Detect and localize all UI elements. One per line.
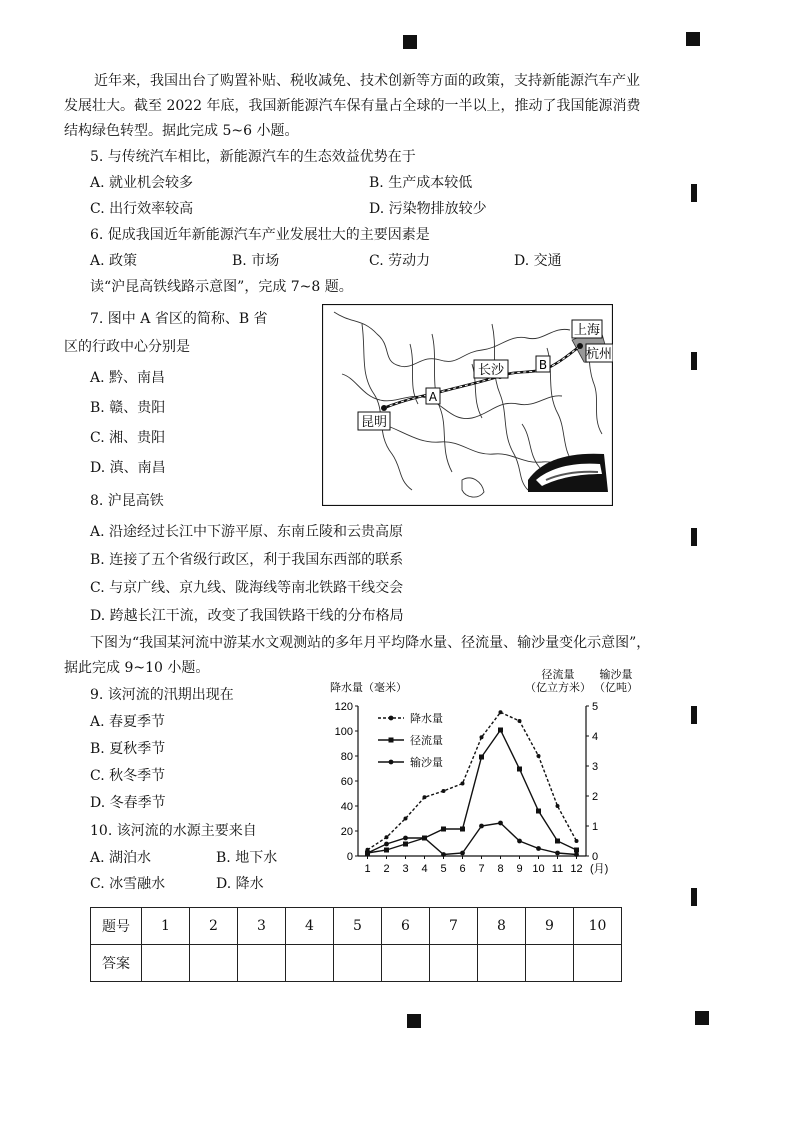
question-10-option-c: C. 冰雪融水 xyxy=(90,876,166,892)
right-axis-label: （亿立方米） xyxy=(525,682,591,694)
data-point xyxy=(365,851,370,856)
answer-cell[interactable] xyxy=(478,945,526,982)
left-axis-label: 降水量（毫米） xyxy=(330,682,407,694)
question-9-option-d: D. 冬春季节 xyxy=(90,795,166,811)
registration-mark xyxy=(691,888,697,906)
registration-mark xyxy=(691,528,697,546)
x-tick-label: 9 xyxy=(516,863,523,875)
question-6-stem: 6. 促成我国近年新能源汽车产业发展壮大的主要因素是 xyxy=(90,227,430,243)
question-10-stem: 10. 该河流的水源主要来自 xyxy=(90,823,257,839)
left-tick-label: 60 xyxy=(340,776,353,788)
question-7-option-c: C. 湘、贵阳 xyxy=(90,430,166,446)
data-point xyxy=(423,795,427,799)
data-point xyxy=(460,851,465,856)
data-point xyxy=(518,719,522,723)
data-point xyxy=(555,839,560,844)
question-5-option-a: A. 就业机会较多 xyxy=(90,175,194,191)
answer-table-number: 2 xyxy=(190,908,238,945)
data-point xyxy=(498,821,503,826)
data-point xyxy=(575,839,579,843)
hukun-railway-map xyxy=(322,304,613,506)
data-point xyxy=(384,848,389,853)
x-tick-label: 11 xyxy=(551,863,564,875)
map-intro: 读“沪昆高铁线路示意图”，完成 7~8 题。 xyxy=(90,279,353,295)
data-point xyxy=(556,804,560,808)
question-5-option-c: C. 出行效率较高 xyxy=(90,201,194,217)
answer-cell[interactable] xyxy=(526,945,574,982)
answer-table-answer-row xyxy=(91,945,622,982)
legend-marker xyxy=(389,760,394,765)
left-tick-label: 40 xyxy=(340,801,353,813)
answer-table xyxy=(90,907,622,982)
answer-table-header-label: 题号 xyxy=(91,908,142,945)
left-tick-label: 120 xyxy=(334,701,353,713)
answer-cell[interactable] xyxy=(382,945,430,982)
data-point xyxy=(517,767,522,772)
answer-cell[interactable] xyxy=(190,945,238,982)
x-tick-label: 5 xyxy=(440,863,447,875)
right-tick-label: 5 xyxy=(592,701,599,713)
x-tick-label: 6 xyxy=(459,863,466,875)
series-line-1 xyxy=(368,712,577,850)
x-tick-label: 12 xyxy=(570,863,583,875)
data-point xyxy=(422,836,427,841)
left-tick-label: 100 xyxy=(334,726,353,738)
intro-line: 结构绿色转型。据此完成 5~6 小题。 xyxy=(64,123,299,139)
question-8-option-d: D. 跨越长江干流，改变了我国铁路干线的分布格局 xyxy=(90,608,404,624)
data-point xyxy=(479,755,484,760)
legend-label: 径流量 xyxy=(410,735,443,747)
question-7-option-a: A. 黔、南昌 xyxy=(90,370,166,386)
right-axis-label: （亿吨） xyxy=(594,682,638,694)
question-8-option-c: C. 与京广线、京九线、陇海线等南北铁路干线交会 xyxy=(90,580,404,596)
right-tick-label: 2 xyxy=(592,791,599,803)
question-6-option-a: A. 政策 xyxy=(90,253,138,269)
question-9-option-b: B. 夏秋季节 xyxy=(90,741,166,757)
chart-intro: 下图为“我国某河流中游某水文观测站的多年月平均降水量、径流量、输沙量变化示意图”， xyxy=(90,635,651,651)
answer-cell[interactable] xyxy=(334,945,382,982)
legend-marker xyxy=(389,716,394,721)
data-point xyxy=(498,728,503,733)
data-point xyxy=(460,827,465,832)
right-tick-label: 1 xyxy=(592,821,599,833)
map-label-a: A xyxy=(428,390,438,404)
registration-mark xyxy=(691,706,697,724)
right-tick-label: 3 xyxy=(592,761,599,773)
data-point xyxy=(536,809,541,814)
registration-mark xyxy=(695,1011,709,1025)
legend-label: 降水量 xyxy=(410,713,443,725)
registration-mark xyxy=(686,32,700,46)
answer-cell[interactable] xyxy=(430,945,478,982)
map-label-changsha: 长沙 xyxy=(477,363,505,378)
question-10-option-d: D. 降水 xyxy=(216,876,264,892)
map-label-hangzhou: 杭州 xyxy=(585,347,613,362)
x-tick-label: 8 xyxy=(497,863,504,875)
question-5-stem: 5. 与传统汽车相比，新能源汽车的生态效益优势在于 xyxy=(90,149,416,165)
right-tick-label: 4 xyxy=(592,731,599,743)
question-8-option-a: A. 沿途经过长江中下游平原、东南丘陵和云贵高原 xyxy=(90,524,404,540)
intro-line: 近年来，我国出台了购置补贴、税收减免、技术创新等方面的政策，支持新能源汽车产业 xyxy=(94,73,640,89)
data-point xyxy=(479,824,484,829)
question-10-option-a: A. 湖泊水 xyxy=(90,850,152,866)
registration-mark xyxy=(691,352,697,370)
answer-table-number: 3 xyxy=(238,908,286,945)
left-tick-label: 20 xyxy=(340,826,353,838)
data-point xyxy=(403,842,408,847)
data-point xyxy=(480,735,484,739)
data-point xyxy=(403,836,408,841)
question-10-option-b: B. 地下水 xyxy=(216,850,278,866)
registration-mark xyxy=(691,184,697,202)
answer-table-number: 10 xyxy=(574,908,622,945)
question-9-option-a: A. 春夏季节 xyxy=(90,714,166,730)
data-point xyxy=(574,852,579,857)
question-8-option-b: B. 连接了五个省级行政区，利于我国东西部的联系 xyxy=(90,552,404,568)
river-hydrology-chart xyxy=(322,664,644,884)
left-tick-label: 80 xyxy=(340,751,353,763)
question-6-option-b: B. 市场 xyxy=(232,253,280,269)
legend-marker xyxy=(389,738,394,743)
registration-mark xyxy=(407,1014,421,1028)
legend-label: 输沙量 xyxy=(410,757,443,769)
data-point xyxy=(441,852,446,857)
x-tick-label: 7 xyxy=(478,863,485,875)
data-point xyxy=(384,842,389,847)
question-8-stem: 8. 沪昆高铁 xyxy=(90,493,164,509)
data-point xyxy=(555,851,560,856)
right-axis-label: 输沙量 xyxy=(599,669,633,681)
chart-intro: 据此完成 9~10 小题。 xyxy=(64,660,210,676)
answer-table-number: 6 xyxy=(382,908,430,945)
data-point xyxy=(441,827,446,832)
answer-table-number: 1 xyxy=(142,908,190,945)
answer-cell[interactable] xyxy=(574,945,622,982)
x-tick-label: 3 xyxy=(402,863,409,875)
x-tick-label: 1 xyxy=(364,863,371,875)
x-tick-label: 2 xyxy=(383,863,390,875)
answer-cell[interactable] xyxy=(142,945,190,982)
question-9-option-c: C. 秋冬季节 xyxy=(90,768,166,784)
question-6-option-d: D. 交通 xyxy=(514,253,562,269)
answer-table-answer-label: 答案 xyxy=(91,945,142,982)
data-point xyxy=(574,848,579,853)
answer-table-header-row xyxy=(91,908,622,945)
data-point xyxy=(536,846,541,851)
x-tick-label: 4 xyxy=(421,863,428,875)
registration-mark xyxy=(403,35,417,49)
data-point xyxy=(385,835,389,839)
data-point xyxy=(517,839,522,844)
answer-table-number: 5 xyxy=(334,908,382,945)
question-6-option-c: C. 劳动力 xyxy=(369,253,431,269)
x-tick-label: 10 xyxy=(532,863,545,875)
left-tick-label: 0 xyxy=(346,851,353,863)
right-tick-label: 0 xyxy=(592,851,599,863)
answer-cell[interactable] xyxy=(286,945,334,982)
question-7-option-d: D. 滇、南昌 xyxy=(90,460,166,476)
x-unit-label: (月) xyxy=(590,863,609,875)
question-7-stem: 区的行政中心分别是 xyxy=(64,339,190,355)
series-line-3 xyxy=(368,823,577,855)
map-label-b: B xyxy=(538,358,548,372)
answer-table-number: 8 xyxy=(478,908,526,945)
right-axis-label: 径流量 xyxy=(541,669,575,681)
map-label-kunming: 昆明 xyxy=(360,415,388,430)
question-5-option-b: B. 生产成本较低 xyxy=(369,175,473,191)
answer-cell[interactable] xyxy=(238,945,286,982)
data-point xyxy=(537,754,541,758)
answer-table-number: 7 xyxy=(430,908,478,945)
question-7-option-b: B. 赣、贵阳 xyxy=(90,400,166,416)
series-line-2 xyxy=(368,730,577,853)
data-point xyxy=(461,782,465,786)
question-5-option-d: D. 污染物排放较少 xyxy=(369,201,487,217)
intro-line: 发展壮大。截至 2022 年底，我国新能源汽车保有量占全球的一半以上，推动了我国能源消费 xyxy=(64,98,641,114)
data-point xyxy=(499,710,503,714)
answer-table-number: 9 xyxy=(526,908,574,945)
answer-table-number: 4 xyxy=(286,908,334,945)
data-point xyxy=(442,789,446,793)
question-9-stem: 9. 该河流的汛期出现在 xyxy=(90,687,234,703)
data-point xyxy=(404,817,408,821)
question-7-stem: 7. 图中 A 省区的简称、B 省 xyxy=(90,311,268,327)
map-label-shanghai: 上海 xyxy=(573,323,601,338)
